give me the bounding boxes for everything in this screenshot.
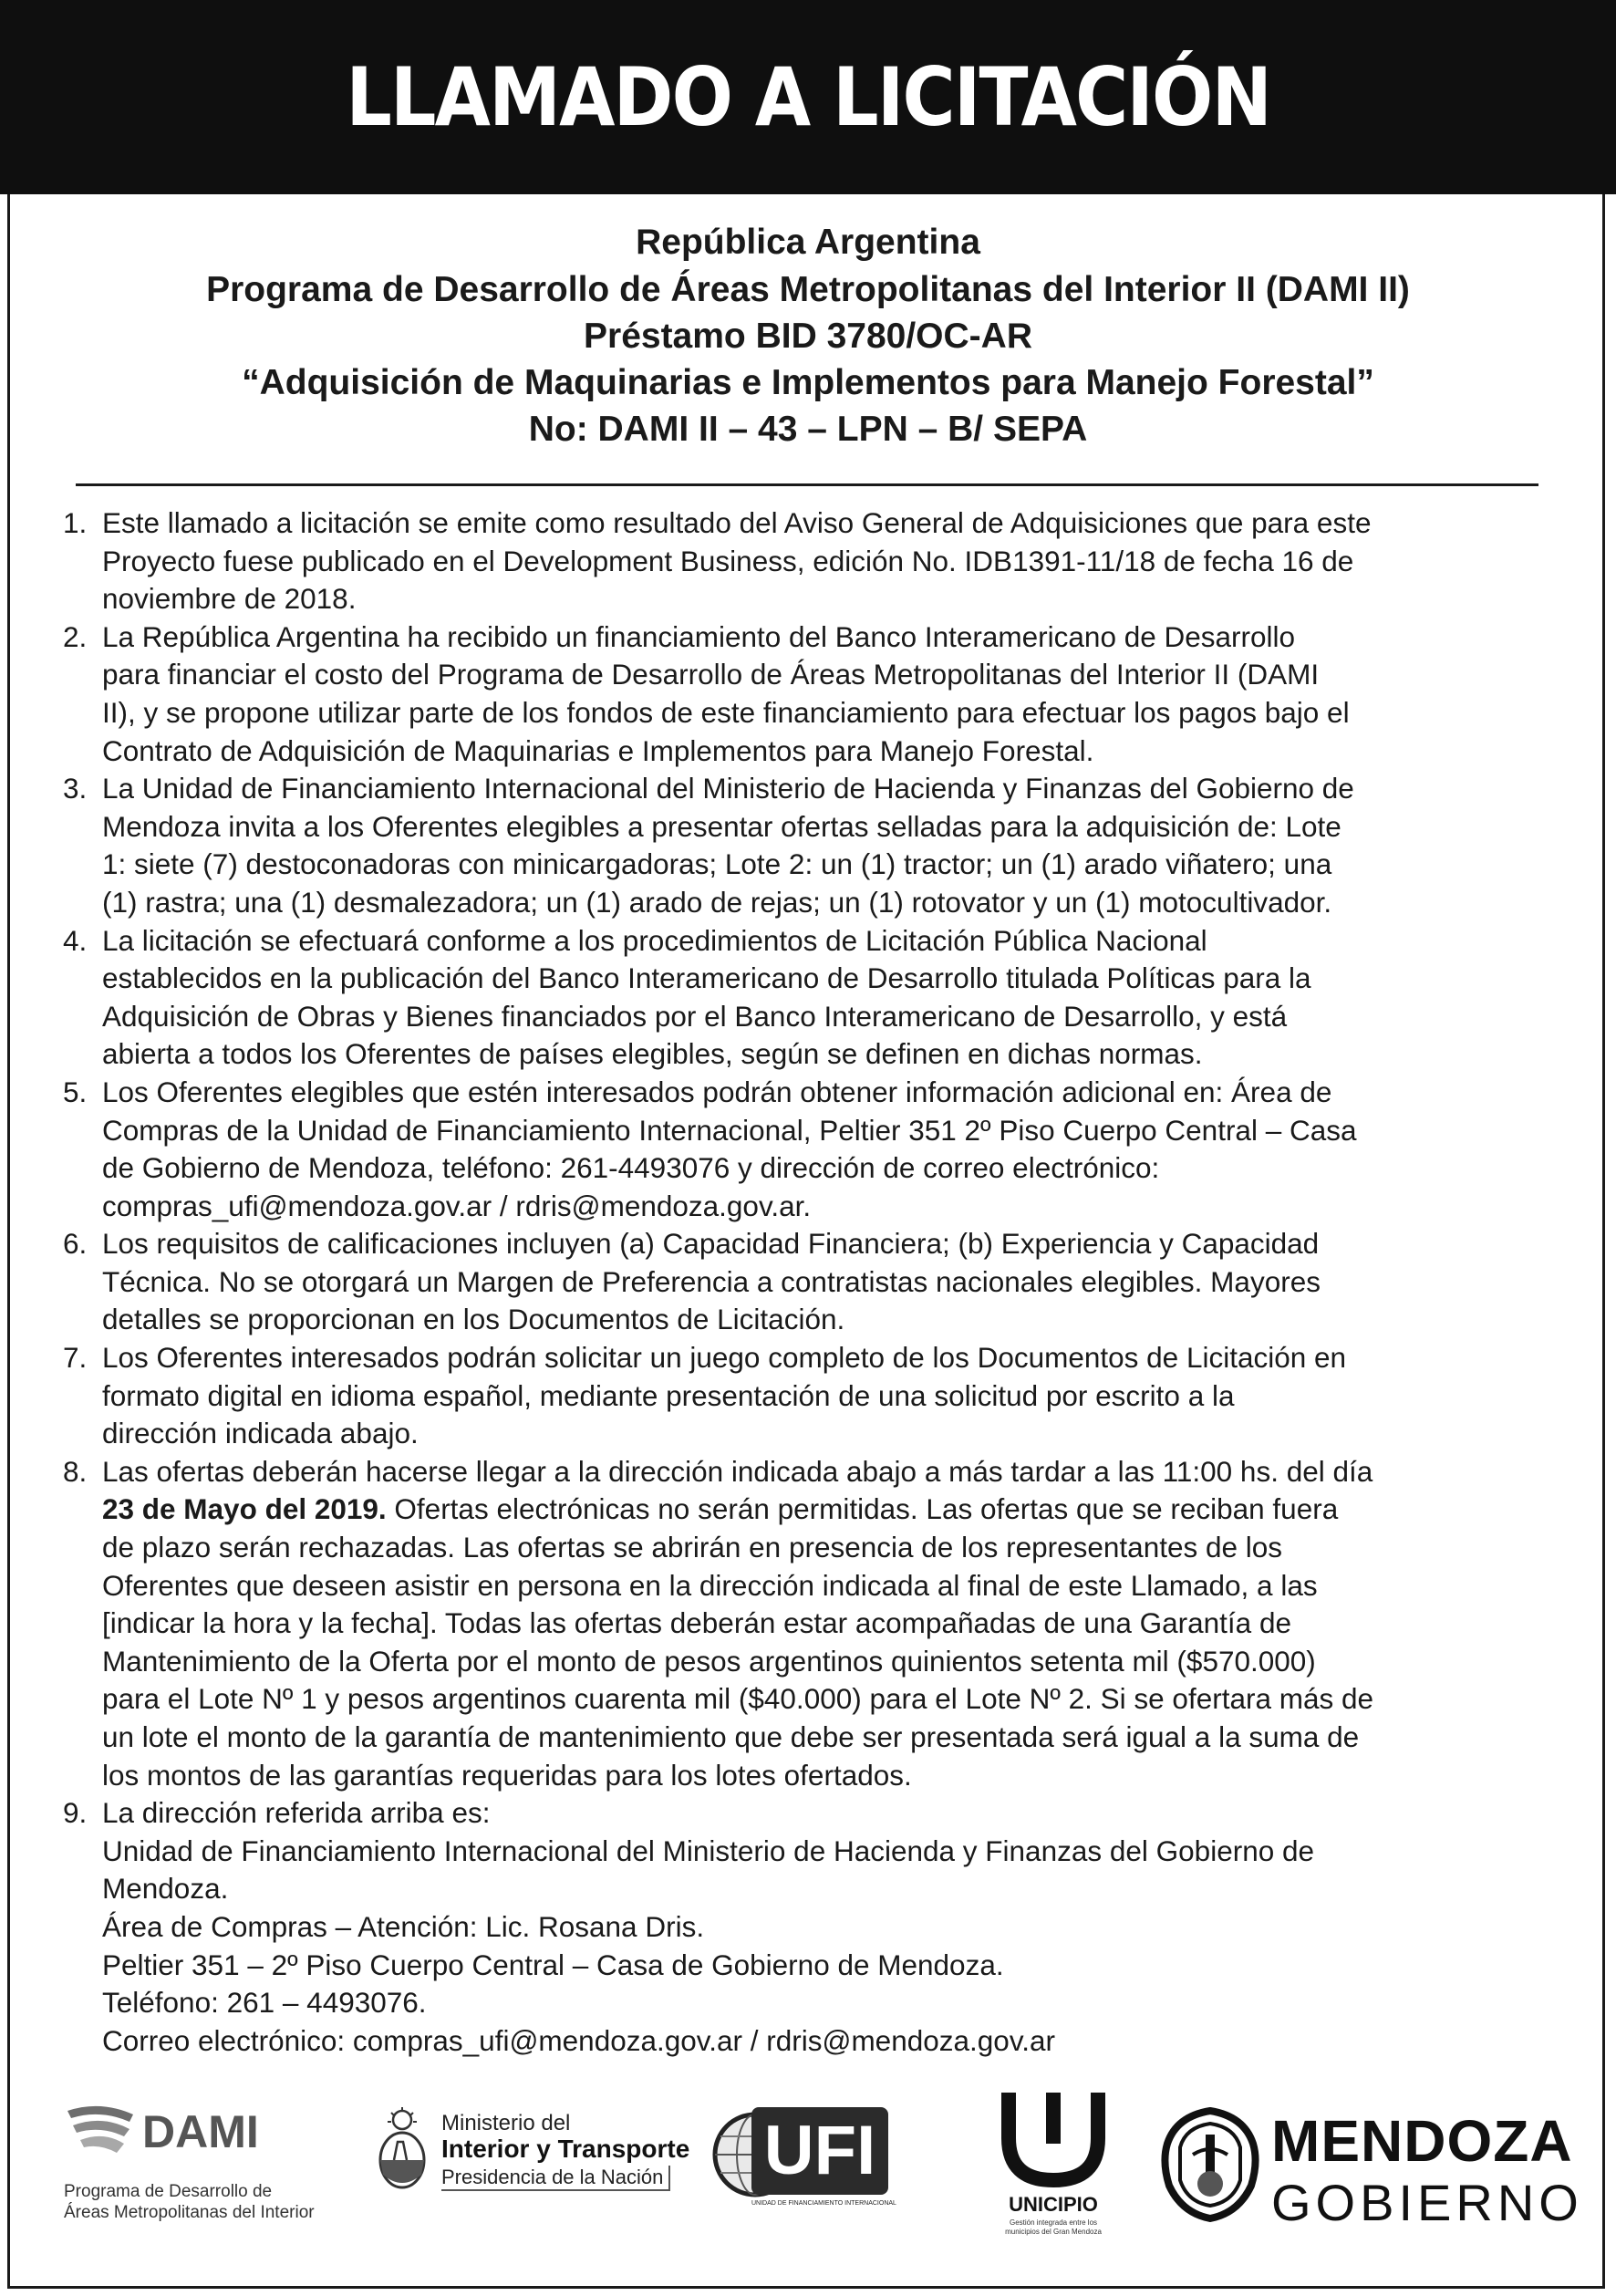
ufi-logo-name: UFI <box>751 2107 888 2195</box>
header-loan: Préstamo BID 3780/OC-AR <box>584 317 1032 356</box>
clause-line: Contrato de Adquisición de Maquinarias e Implementos para Manejo Forestal. <box>102 733 1094 767</box>
header-reference: No: DAMI II – 43 – LPN – B/ SEPA <box>528 410 1088 449</box>
clause-line: formato digital en idioma español, mediante presentación de una solicitud por escrito a la <box>102 1378 1235 1412</box>
clause-line: Los Oferentes elegibles que estén interesados podrán obtener información adicional en: Área de <box>102 1075 1332 1108</box>
unicipio-logo-name: UNICIPIO <box>1009 2193 1098 2216</box>
clause-line: II), y se propone utilizar parte de los fondos de este financiamiento para efectuar los pagos bajo el <box>102 695 1350 729</box>
clause-line: los montos de las garantías requeridas para los lotes ofertados. <box>102 1758 912 1792</box>
clause-number: 1. <box>63 506 88 539</box>
clause-line: La dirección referida arriba es: <box>102 1796 491 1830</box>
page-title: LLAMADO A LICITACIÓN <box>346 50 1270 144</box>
ministerio-line1: Ministerio del <box>441 2111 571 2135</box>
clause-2 <box>63 618 1559 770</box>
clause-line: Este llamado a licitación se emite como resultado del Aviso General de Adquisiciones que para este <box>102 506 1372 539</box>
title-banner <box>0 0 1616 194</box>
deadline-date: 23 de Mayo del 2019. <box>102 1492 387 1526</box>
clause-line: La licitación se efectuará conforme a los procedimientos de Licitación Pública Nacional <box>102 923 1207 957</box>
address-line: Área de Compras – Atención: Lic. Rosana Dris. <box>102 1909 705 1943</box>
national-coat-of-arms-icon <box>376 2107 429 2191</box>
notice-header <box>0 219 1616 452</box>
clause-line: Mantenimiento de la Oferta por el monto de pesos argentinos quinientos setenta mil ($570.000) <box>102 1644 1316 1678</box>
dami-logo <box>64 2089 356 2244</box>
clause-line: abierta a todos los Oferentes de países elegibles, según se definen en dichas normas. <box>102 1037 1203 1071</box>
header-program: Programa de Desarrollo de Áreas Metropolitanas del Interior II (DAMI II) <box>206 270 1410 309</box>
clause-number: 4. <box>63 923 88 957</box>
header-country: República Argentina <box>636 223 980 262</box>
address-line: Correo electrónico: compras_ufi@mendoza.gov.ar / rdris@mendoza.gov.ar <box>102 2023 1055 2057</box>
dami-wing-icon <box>64 2098 137 2171</box>
clause-line: dirección indicada abajo. <box>102 1417 419 1450</box>
ufi-logo-sub: UNIDAD DE FINANCIAMIENTO INTERNACIONAL <box>751 2200 896 2207</box>
clause-line: para financiar el costo del Programa de Desarrollo de Áreas Metropolitanas del Interior II (DAMI <box>102 658 1320 691</box>
clause-line-rest: Ofertas electrónicas no serán permitidas. Las ofertas que se reciban fuera <box>386 1492 1339 1526</box>
clause-line: para el Lote Nº 1 y pesos argentinos cuarenta mil ($40.000) para el Lote Nº 2. Si se ofertara más de <box>102 1682 1374 1716</box>
clause-line: [indicar la hora y la fecha]. Todas las ofertas deberán estar acompañadas de una Garantía de <box>102 1606 1291 1640</box>
clause-line: detalles se proporcionan en los Documentos de Licitación. <box>102 1303 845 1336</box>
clause-number: 5. <box>63 1075 88 1108</box>
clause-5 <box>63 1074 1559 1225</box>
mendoza-gobierno-logo <box>1160 2102 1583 2239</box>
unicipio-u-icon <box>1000 2089 1107 2187</box>
mendoza-logo-line1: MENDOZA <box>1271 2108 1573 2174</box>
clause-line: Los requisitos de calificaciones incluyen (a) Capacidad Financiera; (b) Experiencia y Capacidad <box>102 1227 1320 1261</box>
header-divider <box>76 483 1538 486</box>
clause-line: de plazo serán rechazadas. Las ofertas se abrirán en presencia de los representantes de los <box>102 1531 1283 1564</box>
clause-number: 3. <box>63 772 88 805</box>
clause-number: 6. <box>63 1227 88 1261</box>
dami-logo-sub1: Programa de Desarrollo de <box>64 2182 273 2201</box>
address-line: Unidad de Financiamiento Internacional del Ministerio de Hacienda y Finanzas del Gobierno de <box>102 1834 1315 1867</box>
mendoza-shield-icon <box>1160 2107 1260 2222</box>
clause-line: Los Oferentes interesados podrán solicitar un juego completo de los Documentos de Licitación en <box>102 1341 1347 1375</box>
clause-line: Compras de la Unidad de Financiamiento Internacional, Peltier 351 2º Piso Cuerpo Central – Casa <box>102 1113 1357 1147</box>
clause-line: 1: siete (7) destoconadoras con minicargadoras; Lote 2: un (1) tractor; un (1) arado viñatero; una <box>102 847 1332 881</box>
header-subject: “Adquisición de Maquinarias e Implementos para Manejo Forestal” <box>242 363 1374 402</box>
clause-line <box>102 1491 1559 1529</box>
clause-line: La Unidad de Financiamiento Internacional del Ministerio de Hacienda y Finanzas del Gobierno de <box>102 772 1354 805</box>
clause-line: Las ofertas deberán hacerse llegar a la dirección indicada abajo a más tardar a las 11:00 hs. del día <box>102 1454 1373 1488</box>
clause-line: un lote el monto de la garantía de mantenimiento que debe ser presentada será igual a la suma de <box>102 1720 1360 1753</box>
dami-logo-sub2: Áreas Metropolitanas del Interior <box>64 2203 315 2222</box>
ufi-logo <box>711 2098 894 2235</box>
clause-7 <box>63 1339 1559 1453</box>
clause-number: 8. <box>63 1454 88 1488</box>
clause-line: Mendoza invita a los Oferentes elegibles a presentar ofertas selladas para la adquisición de: Lote <box>102 809 1341 843</box>
clause-6 <box>63 1225 1559 1339</box>
unicipio-logo-sub2: municipios del Gran Mendoza <box>1005 2228 1102 2236</box>
clause-line: (1) rastra; una (1) desmalezadora; un (1) arado de rejas; un (1) rotovator y un (1) motocultivador. <box>102 885 1332 919</box>
clause-1 <box>63 504 1559 618</box>
clause-3 <box>63 770 1559 921</box>
clause-number: 2. <box>63 619 88 653</box>
clause-line: Oferentes que deseen asistir en persona en la dirección indicada al final de este Llamado, a las <box>102 1568 1318 1602</box>
logos-row <box>0 2089 1616 2271</box>
clause-line: compras_ufi@mendoza.gov.ar / rdris@mendoza.gov.ar. <box>102 1189 812 1222</box>
clause-4 <box>63 922 1559 1074</box>
address-line: Mendoza. <box>102 1872 229 1906</box>
clause-line: de Gobierno de Mendoza, teléfono: 261-4493076 y dirección de correo electrónico: <box>102 1151 1160 1185</box>
clause-line: Adquisición de Obras y Bienes financiados por el Banco Interamericano de Desarrollo, y está <box>102 999 1288 1033</box>
ministerio-line3: Presidencia de la Nación <box>441 2166 670 2191</box>
clause-line: Proyecto fuese publicado en el Development Business, edición No. IDB1391-11/18 de fecha 16 de <box>102 544 1354 577</box>
clause-9 <box>63 1794 1559 2060</box>
unicipio-logo-sub1: Gestión integrada entre los <box>1009 2218 1098 2227</box>
dami-logo-name: DAMI <box>142 2106 259 2157</box>
clause-8 <box>63 1453 1559 1794</box>
clause-line: Técnica. No se otorgará un Margen de Preferencia a contratistas nacionales elegibles. Mayores <box>102 1264 1321 1298</box>
clause-line: establecidos en la publicación del Banco Interamericano de Desarrollo titulada Políticas para la <box>102 961 1311 995</box>
clause-line: noviembre de 2018. <box>102 582 357 616</box>
ministerio-line2: Interior y Transporte <box>441 2135 690 2163</box>
clause-number: 9. <box>63 1796 88 1830</box>
clause-number: 7. <box>63 1341 88 1375</box>
mendoza-logo-line2: GOBIERNO <box>1271 2174 1583 2231</box>
address-line: Teléfono: 261 – 4493076. <box>102 1986 427 2020</box>
clause-line: La República Argentina ha recibido un financiamiento del Banco Interamericano de Desarrollo <box>102 619 1296 653</box>
unicipio-logo <box>985 2089 1122 2262</box>
clauses-list <box>63 504 1559 2060</box>
address-line: Peltier 351 – 2º Piso Cuerpo Central – Casa de Gobierno de Mendoza. <box>102 1948 1004 1981</box>
ministerio-logo <box>376 2107 690 2235</box>
